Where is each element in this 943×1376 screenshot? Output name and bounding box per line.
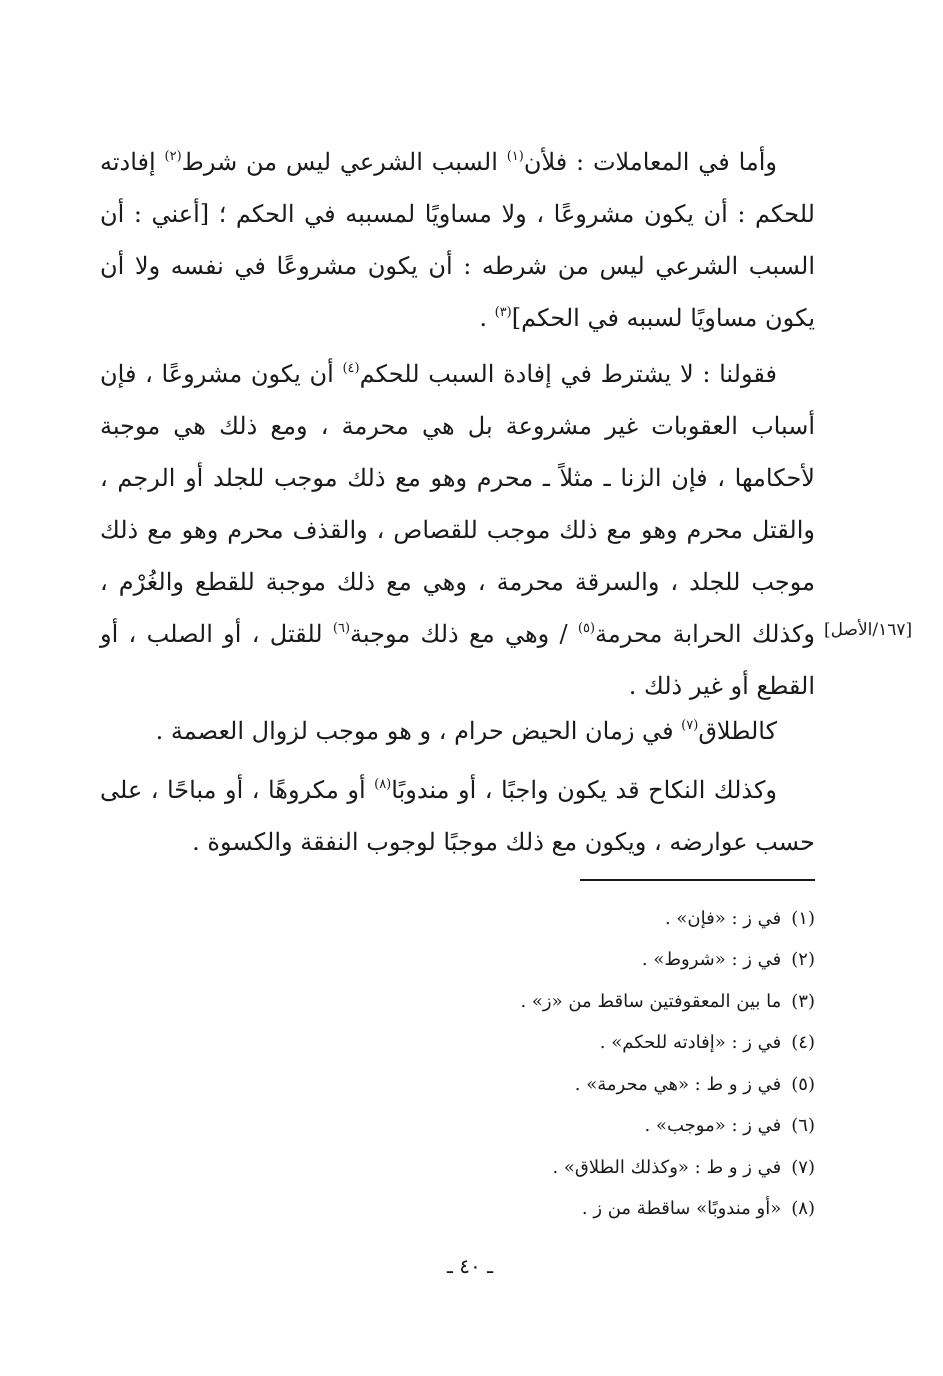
footnote-text: في ز : «موجب» . — [644, 1115, 782, 1137]
paragraph-text — [100, 705, 815, 757]
footnote-number: (٧) — [791, 1156, 815, 1178]
paragraph-text — [100, 136, 815, 344]
footnote-item — [300, 940, 815, 982]
footnote-item — [300, 1147, 815, 1189]
text-run: كالطلاق — [698, 717, 777, 745]
footnote-number: (٦) — [791, 1115, 815, 1137]
text-run: السبب الشرعي ليس من شرط — [181, 148, 507, 176]
footnotes-list — [300, 898, 815, 1230]
text-run: فقولنا : لا يشترط في إفادة السبب للحكم — [359, 360, 777, 388]
footnote-text: في ز و ط : «وكذلك الطلاق» . — [552, 1156, 782, 1178]
footnote-text: ما بين المعقوفتين ساقط من «ز» . — [520, 990, 782, 1012]
footnote-text: في ز : «شروط» . — [641, 949, 782, 971]
footnote-item — [300, 1064, 815, 1106]
footnote-ref: (٢) — [164, 149, 182, 164]
footnote-ref: (٤) — [342, 361, 360, 376]
footnote-item — [300, 898, 815, 940]
margin-page-reference: [١٦٧/الأصل] — [824, 620, 913, 640]
text-run: . — [479, 304, 495, 332]
text-run: وأما في المعاملات : فلأن — [523, 148, 777, 176]
text-run: أن يكون مشروعًا ، فإن أسباب العقوبات غير مشروعة بل هي محرمة ، ومع ذلك هي موجبة لأحكامها ، فإن الزنا ـ مثلاً ـ محرم وهو مع ذلك موجب للجلد أو الرجم ، والقتل محرم وهو مع ذلك موجب للقصاص ، والقذف محرم وهو مع ذلك موجب للجلد ، والسرقة محرمة ، وهي مع ذلك موجبة للقطع والغُرْم ، وكذلك الحرابة محرمة — [100, 360, 816, 648]
paragraph-divorce — [100, 705, 815, 757]
footnote-item — [300, 1023, 815, 1065]
footnote-item — [300, 1106, 815, 1148]
footnote-text: في ز : «إفادته للحكم» . — [599, 1032, 782, 1054]
paragraph-marriage — [100, 764, 815, 868]
footnote-ref: (٧) — [681, 718, 699, 733]
text-run: وكذلك النكاح قد يكون واجبًا ، أو مندوبًا — [391, 776, 777, 804]
footnote-item — [300, 1189, 815, 1231]
footnote-separator — [580, 879, 815, 881]
footnote-text: في ز : «فإن» . — [664, 907, 782, 929]
footnote-ref: (٨) — [374, 777, 392, 792]
footnote-number: (٥) — [791, 1073, 815, 1095]
footnote-ref: (٥) — [577, 621, 596, 636]
text-run: في زمان الحيض حرام ، و هو موجب لزوال العصمة . — [155, 717, 682, 745]
text-run: للقتل ، أو الصلب ، أو القطع أو غير ذلك . — [100, 620, 815, 700]
footnote-text: «أو مندوبًا» ساقطة من ز . — [581, 1198, 782, 1220]
paragraph-transactions — [100, 136, 815, 344]
footnote-ref: (٦) — [332, 621, 351, 636]
footnote-number: (٢) — [791, 949, 815, 971]
paragraph-text — [100, 348, 815, 712]
paragraph-text — [100, 764, 815, 868]
footnote-number: (٨) — [791, 1198, 815, 1220]
text-run: أو مكروهًا ، أو مباحًا ، على حسب عوارضه ، ويكون مع ذلك موجبًا لوجوب النفقة والكسوة . — [100, 776, 815, 856]
page-number: ـ ٤٠ ـ — [447, 1254, 493, 1278]
footnote-item — [300, 981, 815, 1023]
footnote-text: في ز و ط : «هي محرمة» . — [574, 1073, 782, 1095]
footnote-number: (٤) — [791, 1032, 815, 1054]
text-run: / وهي مع ذلك موجبة — [350, 620, 578, 648]
paragraph-punishments — [100, 348, 815, 712]
footnote-ref: (١) — [506, 149, 524, 164]
footnote-number: (٣) — [791, 990, 815, 1012]
text-run: إفادته للحكم : أن يكون مشروعًا ، ولا مساويًا لمسببه في الحكم ؛ [أعني : أن السبب الشرعي ليس من شرطه : أن يكون مشروعًا في نفسه ولا أن يكون مساويًا لسببه في الحكم] — [100, 148, 815, 332]
footnote-ref: (٣) — [494, 305, 512, 320]
footnote-number: (١) — [791, 907, 815, 929]
